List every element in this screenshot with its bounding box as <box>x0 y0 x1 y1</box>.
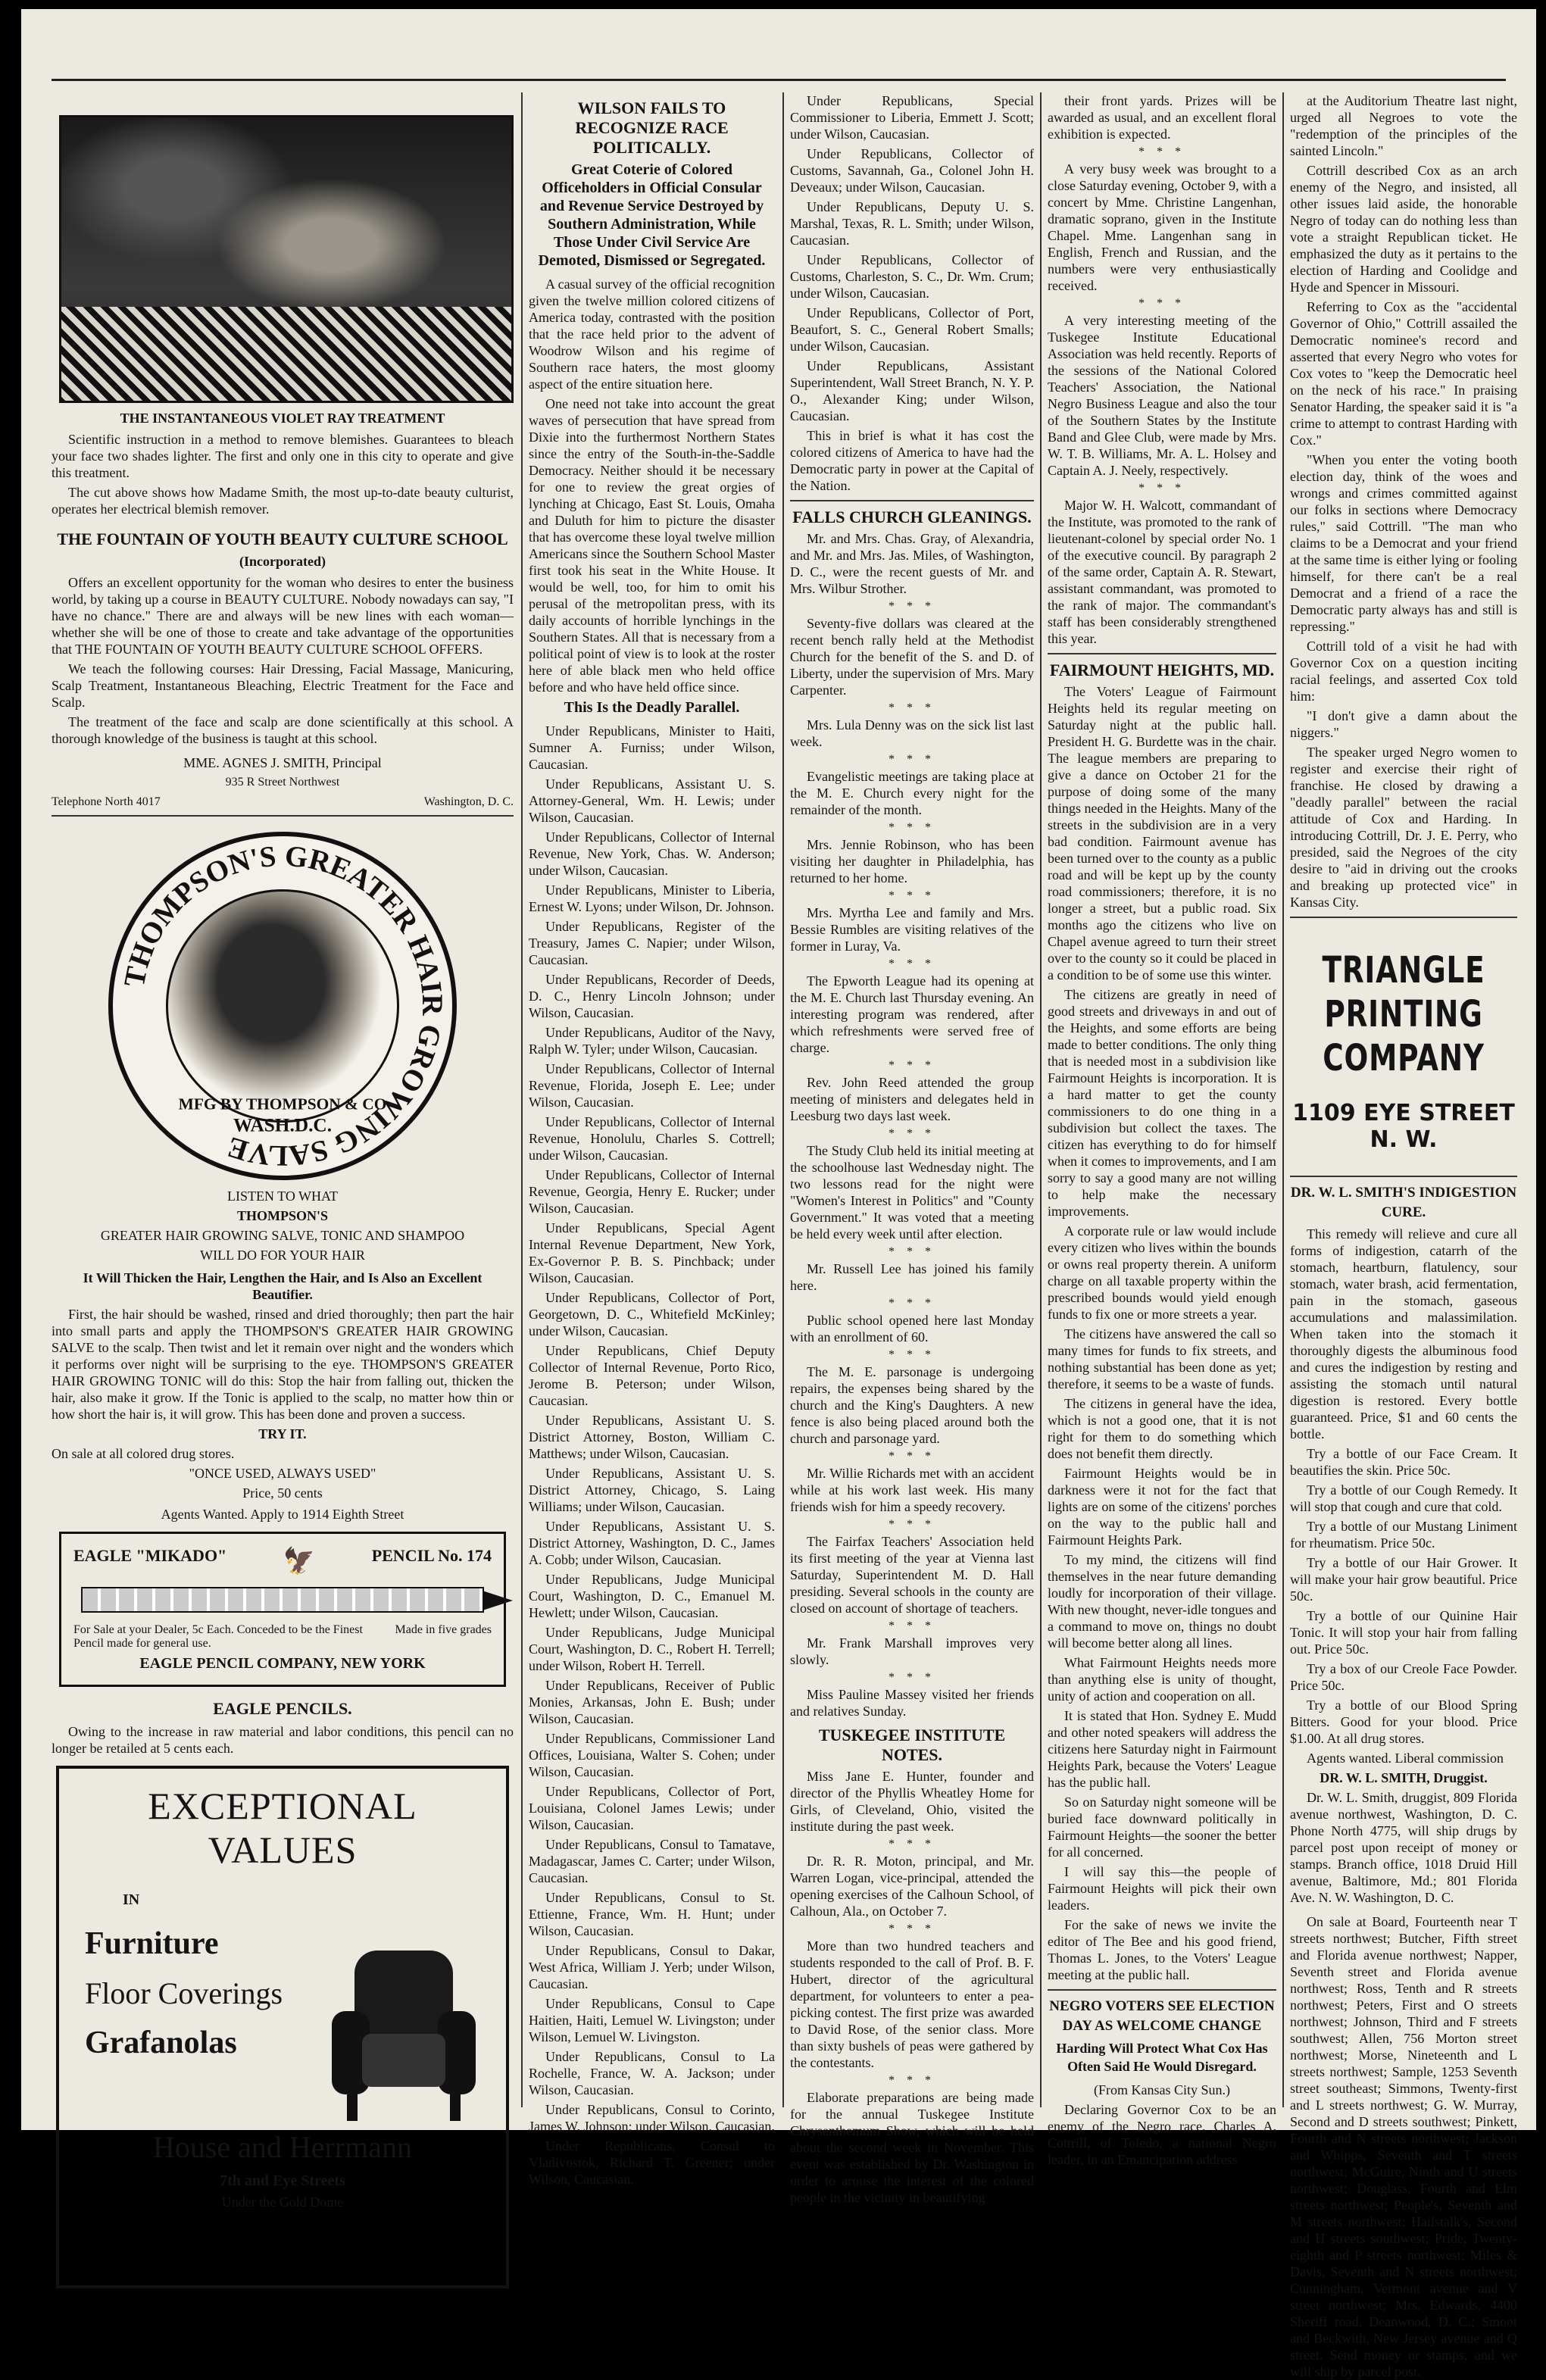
wilson-title: WILSON FAILS TO RECOGNIZE RACE POLITICALLY. <box>575 98 729 157</box>
item-separator: * * * <box>889 957 935 970</box>
parallel-entry: Under Republicans, Assistant U. S. District Attorney, Washington, D. C., James A. Cobb; under Wilson, Caucasian. <box>529 1519 775 1567</box>
wilson-deck: Great Coterie of Colored Officeholders in Official Consular and Revenue Service Destroyed by Southern Administration, While Those Under Civil Service Are Demoted, Dismissed or Segregated. <box>538 161 766 269</box>
listen-line: GREATER HAIR GROWING SALVE, TONIC AND SHAMPOO <box>100 1228 465 1243</box>
school-subtitle: (Incorporated) <box>239 554 326 569</box>
thompson-seal-logo <box>108 832 457 1180</box>
svg-text:MFG BY THOMPSON & CO: MFG BY THOMPSON & CO <box>178 1095 387 1113</box>
falls-item: Mr. and Mrs. Chas. Gray, of Alexandria, and Mr. and Mrs. Jas. Miles, of Washington, D. C., were the recent guests of Mr. and Mrs. Wilbur Strother. <box>790 531 1034 596</box>
fairmount-item: For the sake of news we invite the editor of The Bee and his good friend, Thomas L. Jones, to the Voters' League meeting at the public hall. <box>1048 1917 1276 1982</box>
falls-title: FALLS CHURCH GLEANINGS. <box>792 508 1032 526</box>
smith-signature: DR. W. L. SMITH, Druggist. <box>1320 1770 1488 1785</box>
printing-company: COMPANY <box>1323 1037 1485 1079</box>
column-4 <box>1048 92 1276 2167</box>
parallel-entry: Under Republicans, Collector of Internal Revenue, Georgia, Henry E. Rucker; under Wilson, Caucasian. <box>529 1167 775 1216</box>
cottrill-item: at the Auditorium Theatre last night, urged all Negroes to vote the "redemption of the principles of the sainted Lincoln." <box>1290 93 1517 158</box>
parallel-entry: Under Republicans, Assistant U. S. Attorney-General, Wm. H. Lewis; under Wilson, Caucasian. <box>529 776 775 825</box>
falls-item: The M. E. parsonage is undergoing repairs, the expenses being shared by the church and the King's Daughters. A new fence is also being placed around both the church and parsonage yard. <box>790 1364 1034 1446</box>
triangle-printing-ad <box>1290 948 1517 1153</box>
eagle-sale: For Sale at your Dealer, 5c Each. Conceded to be the Finest Pencil made for general use. <box>73 1623 363 1650</box>
falls-item: Mrs. Jennie Robinson, who has been visiting her daughter in Philadelphia, has returned to her home. <box>790 837 1034 885</box>
tuskegee-title: TUSKEGEE INSTITUTE NOTES. <box>818 1726 1006 1764</box>
parallel-entry: Under Republicans, Receiver of Public Monies, Arkansas, John E. Bush; under Wilson, Caucasian. <box>529 1678 775 1726</box>
falls-item: Rev. John Reed attended the group meeting of ministers and delegates held in Leesburg two days last week. <box>790 1075 1034 1123</box>
falls-item: Miss Pauline Massey visited her friends and relatives Sunday. <box>790 1687 1034 1719</box>
eagle-pencils-body: Owing to the increase in raw material and labor conditions, this pencil can no longer be retailed at 5 cents each. <box>52 1724 514 1756</box>
parallel-entry: Under Republicans, Judge Municipal Court, Washington, D. C., Emanuel M. Hewlett; under Wilson, Caucasian. <box>529 1572 775 1620</box>
falls-item: The Study Club held its initial meeting at the schoolhouse last Wednesday night. The two lessons read for the night were "Women's Interest in Politics" and "County Government." It was voted that a meeting be held every week until after election. <box>790 1143 1034 1242</box>
smith-item: Try a box of our Creole Face Powder. Price 50c. <box>1290 1661 1517 1693</box>
fairmount-item: The citizens have answered the call so many times for funds to fix streets, and nothing substantial has been done as yet; therefore, it seems to be a waste of funds. <box>1048 1326 1276 1391</box>
smith-items <box>1290 1226 1517 1766</box>
item-separator: * * * <box>1138 297 1185 310</box>
falls-item: Evangelistic meetings are taking place at the M. E. Church every night for the remainder of the month. <box>790 769 1034 817</box>
school-body: We teach the following courses: Hair Dressing, Facial Massage, Manicuring, Scalp Treatment, Instantaneous Bleaching, Electric Treatment for the Face and Scalp. <box>52 661 514 710</box>
parallel-entry: Under Republicans, Recorder of Deeds, D. C., Henry Lincoln Johnson; under Wilson, Caucasian. <box>529 972 775 1020</box>
fairmount-item: The citizens in general have the idea, which is not a good one, that it is not right for them to do something which does not benefit them directly. <box>1048 1396 1276 1461</box>
parallel-entry: Under Republicans, Minister to Haiti, Sumner A. Furniss; under Wilson, Caucasian. <box>529 723 775 772</box>
school-address: 935 R Street Northwest <box>225 776 340 789</box>
falls-items <box>790 530 1034 1719</box>
pencil-illustration <box>81 1587 484 1613</box>
parallel-entry: Under Republicans, Consul to St. Ettienne, France, Wm. H. Hunt; under Wilson, Caucasian. <box>529 1890 775 1938</box>
thompson-price: Price, 50 cents <box>242 1485 323 1501</box>
parallel-entry: Under Republicans, Commissioner Land Offices, Louisiana, Walter S. Cohen; under Wilson, Caucasian. <box>529 1731 775 1779</box>
photo-caption: THE INSTANTANEOUS VIOLET RAY TREATMENT <box>120 411 445 426</box>
violet-ray-photo <box>59 115 514 403</box>
exc-dome: Under the Gold Dome <box>221 2194 344 2210</box>
fairmount-item: It is stated that Hon. Sydney E. Mudd and other noted speakers will address the citizens here Saturday night in Fairmount Heights Park, because the Voters' League has the public hall. <box>1048 1708 1276 1790</box>
negro-body: Declaring Governor Cox to be an enemy of the Negro race, Charles A. Cottrill, of Toledo, a national Negro leader, in an Emancipation address <box>1048 2102 1276 2167</box>
parallel-entry: Under Republicans, Collector of Port, Beaufort, S. C., General Robert Smalls; under Wilson, Caucasian. <box>790 305 1034 354</box>
tuskegee-item: A very busy week was brought to a close Saturday evening, October 9, with a concert by Mme. Christine Langenhan, dramatic soprano, given in the Institute Chapel. Mme. Langenhan sang in English, French and Russian, and the numbers were very enthusiastically received. <box>1048 161 1276 293</box>
beauty-intro: Scientific instruction in a method to remove blemishes. Guarantees to bleach your face two shades lighter. The first and only one in this city to operate and give this treatment. <box>52 432 514 480</box>
item-separator: * * * <box>889 1518 935 1531</box>
fairmount-item: So on Saturday night someone will be buried face downward politically in Fairmount Heights—the sooner the better for all concerned. <box>1048 1794 1276 1860</box>
thompson-body: First, the hair should be washed, rinsed and dried thoroughly; then part the hair into small parts and apply the THOMPSON'S GREATER HAIR GROWING SALVE to the scalp. Then twist and let it remain over night and the wonders which it performs over night will be surprising to the eye. THOMPSON'S GREATER HAIR GROWING TONIC will do this: Stop the hair from falling out, thicken the hair, also make it grow. If the Tonic is applied to the scalp, no matter how thin or how short the hair is, it will grow. This has been done and proven a success. <box>52 1307 514 1422</box>
parallel-entry: Under Republicans, Assistant U. S. District Attorney, Chicago, S. Laing Williams; under Wilson, Caucasian. <box>529 1466 775 1514</box>
negro-deck: Harding Will Protect What Cox Has Often Said He Would Disregard. <box>1056 2041 1268 2074</box>
parallel-entry: Under Republicans, Consul to Dakar, West Africa, William J. Yerb; under Wilson, Caucasian. <box>529 1943 775 1991</box>
item-separator: * * * <box>889 821 935 834</box>
fairmount-items <box>1048 683 1276 1983</box>
item-separator: * * * <box>889 1127 935 1140</box>
cottrill-item: Cottrill described Cox as an arch enemy of the Negro, and insisted, all other issues laid aside, the honorable Negro of today can do nothing less than vote a straight Republican ticket. He emphasized the duty as it pertains to the election of Harding and Coolidge and Hyde and Spencer in Missouri. <box>1290 163 1517 295</box>
exc-addr: 7th and Eye Streets <box>220 2172 345 2189</box>
printing-address: 1109 EYE STREET N. W. <box>1292 1100 1515 1153</box>
parallel-entry: Under Republicans, Minister to Liberia, Ernest W. Lyons; under Wilson, Dr. Johnson. <box>529 882 775 914</box>
printing-name: TRIANGLE PRINTING <box>1322 949 1485 1035</box>
school-title: THE FOUNTAIN OF YOUTH BEAUTY CULTURE SCHOOL <box>57 529 508 548</box>
negro-title: NEGRO VOTERS SEE ELECTION DAY AS WELCOME CHANGE <box>1049 1998 1275 2034</box>
tuskegee-item: A very interesting meeting of the Tuskegee Institute Educational Association was held recently. Reports of the sessions of the National Colored Teachers' Association, the National Negro Business League and also the tour of the Southern States by the Institute Band and Glee Club, were made by Mrs. W. T. B. Williams, Mr. A. L. Holsey and Captain A. J. Neely, respectively. <box>1048 313 1276 478</box>
divider <box>1290 917 1517 918</box>
parallel-entry: Under Republicans, Collector of Customs, Savannah, Ga., Colonel John H. Deveaux; under Wilson, Caucasian. <box>790 146 1034 195</box>
cottrill-item: Cottrill told of a visit he had with Governor Cox on a question inciting racial feelings, and asserted Cox told him: <box>1290 639 1517 704</box>
column-5 <box>1290 92 1517 2379</box>
fairmount-item: What Fairmount Heights needs more than anything else is unity of thought, unity of action and cooperation on all. <box>1048 1655 1276 1704</box>
divider <box>52 815 514 817</box>
item-separator: * * * <box>889 600 935 613</box>
eagle-icon: 🦅 <box>283 1548 316 1576</box>
item-separator: * * * <box>889 1348 935 1361</box>
item-separator: * * * <box>889 1671 935 1684</box>
item-separator: * * * <box>889 753 935 766</box>
parallel-entry: This in brief is what it has cost the colored citizens of America to have had the Democratic party in power at the Capital of the Nation. <box>790 428 1034 493</box>
smith-on-sale: On sale at Board, Fourteenth near T streets northwest; Butcher, Fifth street and Florida avenue northwest; Napper, Seventh street and Florida avenue northwest; Ross, Tenth and R streets northwest; Peters, First and O streets northwest; Johnson, Third and F streets southwest; Allen, 756 Morton street northwest; Morse, Nineteenth and L streets northwest; Sample, 1253 Seventh street southeast; Simmons, Twenty-first and L streets northwest; G. W. Murray, Second and D streets southwest; Pinkett, Fourth and N streets northwest; Jackson and Whipps, Seventh and T streets northwest; McGuire, Ninth and U streets northwest; Douglass, Fourth and Elm streets northwest; People's, Seventh and M streets northwest; Hailstalk's, Second and H streets southwest; Pride, Twenty-eighth and P streets northwest; Miles & Davis, Seventh and N streets northwest; Cunningham, Vermont avenue and V street northwest; Mrs. Edwards, 4400 Sheriff road, Deanwood, D. C.; Smoot and Beckwith, New Jersey avenue and Q street. Send money or stamps, and we will ship by parcel post. <box>1290 1914 1517 2379</box>
fairmount-item: The citizens are greatly in need of good streets and driveways in and out of the Heights, and some efforts are being made to better conditions. The only thing that is needed most in a subdivision like Fairmount Heights is incorporation. It is a hard matter to get the county commissioners to do one thing in a subdivision but collect the taxes. The citizen has everything to do for himself when it comes to improvements, and I am sorry to say a good many are not willing to help make the necessary improvements. <box>1048 987 1276 1219</box>
agents-wanted: Agents Wanted. Apply to 1914 Eighth Street <box>161 1507 404 1522</box>
parallel-entry: Under Republicans, Special Agent Internal Revenue Department, New York, Ex-Governor P. B. S. Pinchback; under Wilson, Caucasian. <box>529 1220 775 1285</box>
item-separator: * * * <box>889 889 935 902</box>
beauty-intro: The cut above shows how Madame Smith, the most up-to-date beauty culturist, operates her electrical blemish remover. <box>52 485 514 517</box>
falls-item: The Fairfax Teachers' Association held its first meeting of the year at Vienna last Saturday, Superintendent M. D. Hall presiding. Several schools in the county are closed on account of shortage of teachers. <box>790 1534 1034 1616</box>
try-it: TRY IT. <box>258 1426 307 1441</box>
item-separator: * * * <box>889 1059 935 1072</box>
on-sale: On sale at all colored drug stores. <box>52 1446 235 1461</box>
parallel-entry: Under Republicans, Register of the Treasury, James C. Napier; under Wilson, Caucasian. <box>529 919 775 967</box>
smith-item: Try a bottle of our Hair Grower. It will make your hair grow beautiful. Price 50c. <box>1290 1555 1517 1604</box>
eagle-pencil-no: PENCIL No. 174 <box>371 1546 492 1565</box>
negro-source: (From Kansas City Sun.) <box>1094 2082 1230 2097</box>
fairmount-item: A corporate rule or law would include every citizen who lives within the bounds or owns real property therein. A uniform charge on all taxable property within the prescribed bounds would yield enough funds to fix one or more streets a year. <box>1048 1223 1276 1322</box>
column-rule <box>521 92 523 2107</box>
listen-line: WILL DO FOR YOUR HAIR <box>200 1248 365 1263</box>
school-body: Offers an excellent opportunity for the woman who desires to enter the business world, by taking up a course in BEAUTY CULTURE. Nobody nowadays can say, "I have no chance." There are and always will be new lines with each woman—whether she will be one of those to create and take advantage of the opportunities that THE FOUNTAIN OF YOUTH BEAUTY CULTURE SCHOOL OFFERS. <box>52 575 514 657</box>
fairmount-item: I will say this—the people of Fairmount Heights will pick their own leaders. <box>1048 1864 1276 1913</box>
tuskegee-item: More than two hundred teachers and students responded to the call of Prof. B. F. Hubert, director of the agricultural department, for volunteers to enter a pea-picking contest. The first prize was awarded to David Rose, of the senior class. More than sixty bushels of peas were gathered by the contestants. <box>790 1938 1034 2070</box>
fairmount-item: Fairmount Heights would be in darkness were it not for the fact that lights are on some of the citizens' porches on the way to the public hall and Fairmount Heights Park. <box>1048 1466 1276 1548</box>
falls-item: The Epworth League had its opening at the M. E. Church last Thursday evening. An interesting program was rendered, after which refreshments were served free of charge. <box>790 973 1034 1055</box>
svg-text:THOMPSON'S GREATER HAIR GROWIN: THOMPSON'S GREATER HAIR GROWING SALVE <box>117 839 449 1173</box>
falls-item: Seventy-five dollars was cleared at the recent bench rally held at the Methodist Church for the benefit of the S. and D. of Liberty, under the supervision of Mrs. Mary Carpenter. <box>790 616 1034 698</box>
once-used: "ONCE USED, ALWAYS USED" <box>189 1466 376 1481</box>
listen-line: LISTEN TO WHAT <box>227 1188 338 1204</box>
cottrill-item: "I don't give a damn about the niggers." <box>1290 708 1517 740</box>
smith-item: Try a bottle of our Cough Remedy. It will stop that cough and cure that cold. <box>1290 1482 1517 1514</box>
exc-title: EXCEPTIONAL VALUES <box>148 1785 417 1871</box>
item-separator: * * * <box>889 1450 935 1463</box>
item-separator: * * * <box>889 1922 935 1935</box>
newspaper-page <box>21 9 1536 2379</box>
parallel-entry: Under Republicans, Consul to Cape Haitien, Haiti, Lemuel W. Livingston; under Wilson, Lemuel W. Livingston. <box>529 1996 775 2044</box>
principal: MME. AGNES J. SMITH, Principal <box>183 755 382 770</box>
wilson-body: One need not take into account the great waves of persecution that have spread from Dixie into the furthermost Northern States since the entry of the South-in-the-Saddle Democracy. Neither should it be necessary for one to review the great orgies of lynching at Chicago, East St. Louis, Omaha and Duluth for him to picture the disaster that has overcome these loyal twelve million Americans since the Southern School Master first took his seat in the White House. It would be well, too, for him to omit his perusal of the metropolitan press, with its daily accounts of horrible lynchings in the Southern States. All that is necessary from a political point of view is to look at the roster here of able black men who held office before and who have held office since. <box>529 396 775 695</box>
parallel-entry: Under Republicans, Assistant Superintendent, Wall Street Branch, N. Y. P. O., Alexander King; under Wilson, Caucasian. <box>790 358 1034 423</box>
cottrill-items <box>1290 92 1517 910</box>
smith-title: DR. W. L. SMITH'S INDIGESTION CURE. <box>1290 1185 1517 1220</box>
fairmount-title: FAIRMOUNT HEIGHTS, MD. <box>1049 661 1275 679</box>
divider <box>1290 1176 1517 1177</box>
eagle-pencil-ad <box>59 1532 506 1687</box>
falls-item: Mr. Russell Lee has joined his family here. <box>790 1261 1034 1293</box>
item-separator: * * * <box>1138 482 1185 495</box>
falls-item: Mrs. Lula Denny was on the sick list last week. <box>790 717 1034 749</box>
parallel-entry: Under Republicans, Collector of Port, Georgetown, D. C., Whitefield McKinley; under Wilson, Caucasian. <box>529 1290 775 1338</box>
smith-item: Agents wanted. Liberal commission <box>1307 1751 1504 1766</box>
parallel-entry: Under Republicans, Consul to Tamatave, Madagascar, James C. Carter; under Wilson, Caucasian. <box>529 1837 775 1885</box>
fairmount-item: To my mind, the citizens will find themselves in the near future demanding loudly for incorporation of their village. With new thought, never-idle tongues and a command to move on, things no doubt will become better along all lines. <box>1048 1552 1276 1651</box>
parallel-entry: Under Republicans, Special Commissioner to Liberia, Emmett J. Scott; under Wilson, Caucasian. <box>790 93 1034 142</box>
smith-item: Try a bottle of our Blood Spring Bitters. Good for your blood. Price $1.00. At all drug stores. <box>1290 1698 1517 1746</box>
eagle-brand: EAGLE "MIKADO" <box>73 1546 227 1565</box>
cottrill-item: The speaker urged Negro women to register and exercise their right of franchise. He closed by drawing a "deadly parallel" between the racial attitude of Cox and Harding. In introducing Cottrill, Dr. J. E. Perry, who presided, said the Negroes of the city desire to "aid in driving out the crooks and breaking up protected vice" in Kansas City. <box>1290 745 1517 910</box>
fairmount-item: The Voters' League of Fairmount Heights held its regular meeting on Saturday night at the public hall. President H. G. Burdette was in the chair. The league members are preparing to give a dance on October 21 for the purpose of doing some of the many things needed in the Heights. Many of the streets in the subdivision are in a very bad condition. Fairmount avenue has been turned over to the county as a public road and will be kept up by the county road commissioners; therefore, it is no longer a street, but a public road. Six months ago the citizens who live on Chapel avenue agreed to turn their street over to the county so it could be placed in a condition to be of some use this winter. <box>1048 684 1276 982</box>
smith-item: This remedy will relieve and cure all forms of indigestion, catarrh of the stomach, heartburn, flatulency, sour stomach, water brash, acid fermentation, pain in the stomach, gaseous accumulations and malassimilation. When taken into the stomach it thoroughly digests the albuminous food and cures the indigestion by resting and assisting the stomach until natural digestion is restored. Every bottle guaranteed. Price, $1 and 60 cents the bottle. <box>1290 1226 1517 1441</box>
parallel-entry: Under Republicans, Collector of Port, Louisiana, Colonel James Lewis; under Wilson, Caucasian. <box>529 1784 775 1832</box>
parallel-entry: Under Republicans, Auditor of the Navy, Ralph W. Tyler; under Wilson, Caucasian. <box>529 1025 775 1057</box>
exc-store: House and Herrmann <box>152 2130 413 2164</box>
item-separator: * * * <box>889 2074 935 2087</box>
eagle-company: EAGLE PENCIL COMPANY, NEW YORK <box>139 1655 426 1672</box>
item-separator: * * * <box>889 1619 935 1632</box>
exc-in: IN <box>123 1891 140 1908</box>
falls-item: Public school opened here last Monday with an enrollment of 60. <box>790 1313 1034 1345</box>
divider <box>1048 1989 1276 1991</box>
tuskegee-item: Miss Jane E. Hunter, founder and director of the Phyllis Wheatley Home for Girls, of Cleveland, Ohio, visited the institute during the past week. <box>790 1769 1034 1834</box>
parallel-list <box>529 723 775 2188</box>
falls-item: Mrs. Myrtha Lee and family and Mrs. Bessie Rumbles are visiting relatives of the former in Luray, Va. <box>790 905 1034 954</box>
parallel-entry: Under Republicans, Chief Deputy Collector of Internal Revenue, Porto Rico, Jerome B. Peterson; under Wilson, Caucasian. <box>529 1343 775 1408</box>
armchair-icon <box>332 1943 476 2125</box>
smith-item: Try a bottle of our Quinine Hair Tonic. It will stop your hair from falling out. Price 50c. <box>1290 1608 1517 1657</box>
cottrill-item: Referring to Cox as the "accidental Governor of Ohio," Cottrill assailed the Democratic nominee's record and asserted that every Negro who votes for Cox votes to "keep the Democratic heel on the neck of his race." In praising Senator Harding, the speaker said it is "a crime to attempt to contrast Harding with Cox." <box>1290 299 1517 448</box>
tuskegee-item: Elaborate preparations are being made for the annual Tuskegee Institute Chrysanthemum Show, which will be held about the second week in November. This event was established by Dr. Washington in order to arouse the interest of the colored people in the vicinity in beautifying <box>790 2090 1034 2205</box>
tuskegee-item: Major W. H. Walcott, commandant of the Institute, was promoted to the rank of lieutenant-colonel by special order No. 1 of the executive council. By paragraph 2 of the same order, Captain A. R. Stewart, assistant commandant, was promoted to the rank of major. The commandant's staff has been considerably strengthened this year. <box>1048 498 1276 646</box>
smith-item: Try a bottle of our Mustang Liniment for rheumatism. Price 50c. <box>1290 1519 1517 1551</box>
house-herrmann-ad <box>56 1766 509 2288</box>
column-rule <box>1282 92 1284 2107</box>
parallel-entry: Under Republicans, Collector of Internal Revenue, Florida, Joseph E. Lee; under Wilson, Caucasian. <box>529 1061 775 1110</box>
school-city: Washington, D. C. <box>423 795 514 808</box>
school-phone: Telephone North 4017 <box>52 795 161 808</box>
falls-item: Mr. Frank Marshall improves very slowly. <box>790 1635 1034 1667</box>
item-separator: * * * <box>889 1838 935 1851</box>
tuskegee-item: their front yards. Prizes will be awarded as usual, and an excellent floral exhibition is expected. <box>1048 93 1276 142</box>
divider <box>790 500 1034 501</box>
falls-item: Mr. Willie Richards met with an accident while at his work last week. His many friends wish for him a speedy recovery. <box>790 1466 1034 1514</box>
column-rule <box>782 92 784 2107</box>
item-separator: * * * <box>889 1297 935 1310</box>
wilson-body: A casual survey of the official recognition given the twelve million colored citizens of America today, contrasted with the position that the race held prior to the advent of Woodrow Wilson and his regime of Southern race haters, the most gloomy aspect of the entire situation here. <box>529 276 775 392</box>
tuskegee-item: Dr. R. R. Moton, principal, and Mr. Warren Logan, vice-principal, attended the opening exercises of the Calhoun School, of Calhoun, Ala., on October 7. <box>790 1854 1034 1919</box>
thicken-line: It Will Thicken the Hair, Lengthen the Hair, and Is Also an Excellent Beautifier. <box>83 1270 483 1302</box>
parallel-entry: Under Republicans, Collector of Internal Revenue, Honolulu, Charles S. Cottrell; under Wilson, Caucasian. <box>529 1114 775 1163</box>
item-separator: * * * <box>1138 145 1185 158</box>
svg-text:WASH.D.C.: WASH.D.C. <box>233 1114 333 1136</box>
divider <box>1048 653 1276 654</box>
school-body: The treatment of the face and scalp are done scientifically at this school. A thorough knowledge of the business is taught at this school. <box>52 714 514 746</box>
cottrill-item: "When you enter the voting booth election day, think of the woes and wrongs and crimes committed against our folks in sections where Democracy rules," said Cottrill. "The man who claims to be a Democrat and your friend at the same time is either lying or fooling himself, for there can't be a real Democrat and a friend of a race the Democratic party always has and still is repressing." <box>1290 452 1517 634</box>
top-rule <box>52 79 1506 81</box>
column-2 <box>529 92 775 2187</box>
exc-grafanolas: Grafanolas <box>85 2025 237 2060</box>
exc-floor: Floor Coverings <box>85 1976 283 2010</box>
parallel-entry: Under Republicans, Consul to Vladivostok, Richard T. Greener; under Wilson, Caucasian. <box>529 2138 775 2187</box>
parallel-entry: Under Republicans, Consul to La Rochelle, France, W. A. Jackson; under Wilson, Caucasian. <box>529 2049 775 2097</box>
parallel-entry: Under Republicans, Collector of Customs, Charleston, S. C., Dr. Wm. Crum; under Wilson, Caucasian. <box>790 252 1034 301</box>
exc-furniture: Furniture <box>85 1926 219 1961</box>
column-1 <box>52 92 514 2297</box>
smith-item: Try a bottle of our Face Cream. It beautifies the skin. Price 50c. <box>1290 1446 1517 1478</box>
parallel-entry: Under Republicans, Consul to Corinto, James W. Johnson; under Wilson, Caucasian. <box>529 2102 775 2134</box>
listen-line: THOMPSON'S <box>236 1208 328 1223</box>
column-rule <box>1040 92 1042 2107</box>
seal-text-ring <box>113 836 452 1176</box>
parallel-heading: This Is the Deadly Parallel. <box>564 699 740 716</box>
parallel-entry: Under Republicans, Assistant U. S. District Attorney, Boston, William C. Matthews; under Wilson, Caucasian. <box>529 1413 775 1461</box>
item-separator: * * * <box>889 1245 935 1258</box>
parallel-entry: Under Republicans, Collector of Internal Revenue, New York, Chas. W. Anderson; under Wilson, Caucasian. <box>529 829 775 878</box>
parallel-entry: Under Republicans, Judge Municipal Court, Washington, D. C., Robert H. Terrell; under Wilson, Robert H. Terrell. <box>529 1625 775 1673</box>
tuskegee-items-cont <box>1048 92 1276 647</box>
column-3 <box>790 92 1034 2205</box>
eagle-pencils-title: EAGLE PENCILS. <box>213 1699 352 1718</box>
eagle-grades: Made in five grades <box>395 1623 492 1636</box>
smith-address: Dr. W. L. Smith, druggist, 809 Florida avenue northwest, Washington, D. C. Phone North 4775, will ship drugs by parcel post upon receipt of money or stamps. Branch office, 1018 Druid Hill avenue, Baltimore, Md.; 801 Florida Ave. N. W. Washington, D. C. <box>1290 1790 1517 1905</box>
item-separator: * * * <box>889 701 935 714</box>
parallel-entry: Under Republicans, Deputy U. S. Marshal, Texas, R. L. Smith; under Wilson, Caucasian. <box>790 199 1034 248</box>
tuskegee-items <box>790 1768 1034 2206</box>
parallel-list-cont <box>790 92 1034 494</box>
